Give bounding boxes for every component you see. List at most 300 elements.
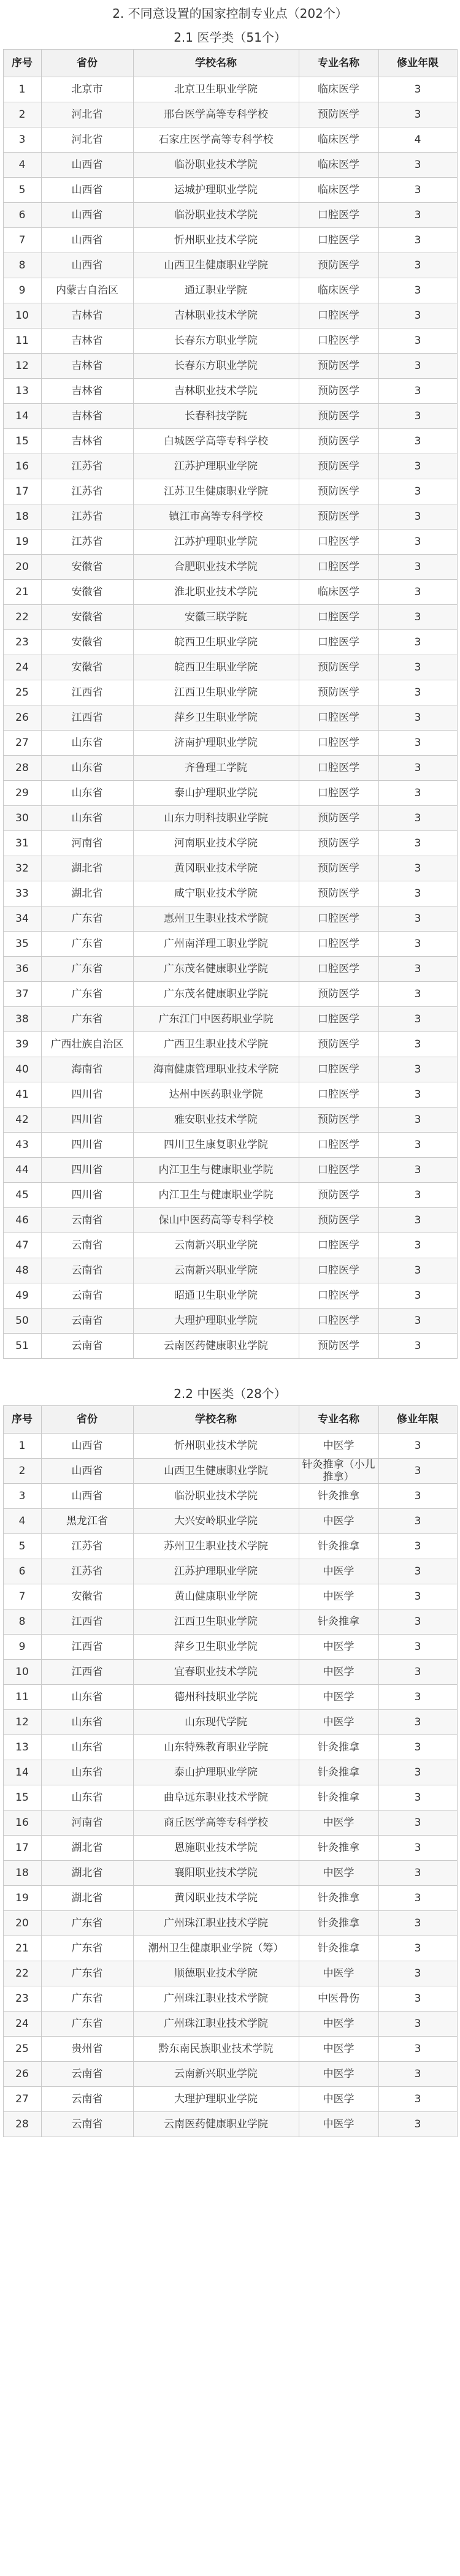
cell-school: 云南新兴职业学院 [133, 1258, 299, 1283]
cell-years: 3 [378, 278, 457, 303]
cell-province: 河南省 [41, 831, 133, 856]
cell-major: 预防医学 [299, 831, 378, 856]
table-row [3, 1710, 457, 1735]
cell-school: 海南健康管理职业技术学院 [133, 1057, 299, 1082]
table-row [3, 303, 457, 329]
cell-major: 针灸推拿 [299, 1785, 378, 1810]
table-row [3, 1258, 457, 1283]
cell-years: 3 [378, 932, 457, 957]
cell-major: 针灸推拿 [299, 1534, 378, 1559]
header-index: 序号 [3, 1406, 41, 1434]
cell-major: 中医骨伤 [299, 1986, 378, 2012]
cell-province: 江苏省 [41, 530, 133, 555]
table-row [3, 2087, 457, 2112]
cell-years: 3 [378, 354, 457, 379]
medicine-table [3, 49, 458, 1359]
cell-school: 长春科技学院 [133, 404, 299, 429]
cell-index: 8 [3, 253, 41, 278]
cell-province: 吉林省 [41, 429, 133, 454]
cell-school: 江西卫生职业学院 [133, 680, 299, 705]
cell-school: 江苏护理职业学院 [133, 530, 299, 555]
cell-province: 贵州省 [41, 2037, 133, 2062]
cell-major: 口腔医学 [299, 705, 378, 731]
cell-province: 山东省 [41, 1685, 133, 1710]
cell-province: 内蒙古自治区 [41, 278, 133, 303]
cell-index: 24 [3, 655, 41, 680]
cell-school: 泰山护理职业学院 [133, 781, 299, 806]
cell-school: 广东茂名健康职业学院 [133, 982, 299, 1007]
cell-province: 山东省 [41, 781, 133, 806]
table-row [3, 1534, 457, 1559]
cell-major: 口腔医学 [299, 1258, 378, 1283]
cell-years: 3 [378, 1434, 457, 1459]
cell-index: 48 [3, 1258, 41, 1283]
cell-index: 19 [3, 1886, 41, 1911]
table-row [3, 1459, 457, 1484]
cell-years: 3 [378, 705, 457, 731]
cell-index: 18 [3, 504, 41, 530]
cell-major: 中医学 [299, 2037, 378, 2062]
cell-years: 3 [378, 756, 457, 781]
cell-major: 口腔医学 [299, 228, 378, 253]
cell-school: 临汾职业技术学院 [133, 203, 299, 228]
table-row [3, 1810, 457, 1836]
cell-school: 襄阳职业技术学院 [133, 1861, 299, 1886]
cell-index: 47 [3, 1233, 41, 1258]
cell-major: 口腔医学 [299, 1082, 378, 1108]
cell-major: 预防医学 [299, 102, 378, 127]
cell-index: 37 [3, 982, 41, 1007]
cell-province: 广东省 [41, 1007, 133, 1032]
table-row [3, 1635, 457, 1660]
cell-school: 淮北职业技术学院 [133, 580, 299, 605]
table-row [3, 329, 457, 354]
cell-index: 44 [3, 1158, 41, 1183]
cell-major: 口腔医学 [299, 957, 378, 982]
table-row [3, 1861, 457, 1886]
cell-school: 北京卫生职业学院 [133, 77, 299, 102]
cell-index: 11 [3, 1685, 41, 1710]
cell-province: 河北省 [41, 127, 133, 153]
cell-index: 42 [3, 1108, 41, 1133]
cell-province: 湖北省 [41, 1861, 133, 1886]
cell-years: 3 [378, 203, 457, 228]
cell-school: 白城医学高等专科学校 [133, 429, 299, 454]
table-row [3, 906, 457, 932]
cell-school: 临汾职业技术学院 [133, 1484, 299, 1509]
cell-province: 江苏省 [41, 1534, 133, 1559]
cell-major: 预防医学 [299, 1208, 378, 1233]
cell-province: 山西省 [41, 1459, 133, 1484]
cell-years: 3 [378, 479, 457, 504]
cell-major: 针灸推拿 [299, 1760, 378, 1785]
cell-index: 23 [3, 630, 41, 655]
cell-years: 3 [378, 1534, 457, 1559]
cell-years: 3 [378, 1810, 457, 1836]
cell-school: 山东现代学院 [133, 1710, 299, 1735]
table-row [3, 253, 457, 278]
cell-province: 山西省 [41, 203, 133, 228]
cell-school: 镇江市高等专科学校 [133, 504, 299, 530]
cell-school: 保山中医药高等专科学校 [133, 1208, 299, 1233]
cell-major: 针灸推拿 [299, 1836, 378, 1861]
cell-school: 黄冈职业技术学院 [133, 1886, 299, 1911]
cell-school: 商丘医学高等专科学校 [133, 1810, 299, 1836]
cell-major: 中医学 [299, 2112, 378, 2137]
cell-years: 3 [378, 1760, 457, 1785]
table-row [3, 1133, 457, 1158]
cell-index: 7 [3, 228, 41, 253]
cell-major: 预防医学 [299, 404, 378, 429]
cell-school: 长春东方职业学院 [133, 329, 299, 354]
cell-major: 预防医学 [299, 680, 378, 705]
table-row [3, 1986, 457, 2012]
table-row [3, 806, 457, 831]
cell-province: 云南省 [41, 2087, 133, 2112]
cell-index: 17 [3, 1836, 41, 1861]
cell-years: 3 [378, 982, 457, 1007]
cell-major: 口腔医学 [299, 756, 378, 781]
table-row [3, 1057, 457, 1082]
table-row [3, 1108, 457, 1133]
table-row [3, 705, 457, 731]
cell-province: 江西省 [41, 1635, 133, 1660]
cell-major: 口腔医学 [299, 731, 378, 756]
cell-major: 口腔医学 [299, 781, 378, 806]
cell-school: 合肥职业技术学院 [133, 555, 299, 580]
table-row [3, 1082, 457, 1108]
cell-school: 济南护理职业学院 [133, 731, 299, 756]
cell-province: 云南省 [41, 1334, 133, 1359]
cell-index: 13 [3, 379, 41, 404]
cell-province: 四川省 [41, 1158, 133, 1183]
cell-school: 江西卫生职业学院 [133, 1609, 299, 1635]
cell-years: 3 [378, 454, 457, 479]
cell-school: 广州珠江职业技术学院 [133, 2012, 299, 2037]
cell-province: 安徽省 [41, 1584, 133, 1609]
cell-school: 咸宁职业技术学院 [133, 881, 299, 906]
cell-major: 针灸推拿 [299, 1911, 378, 1936]
cell-major: 临床医学 [299, 580, 378, 605]
cell-province: 河北省 [41, 102, 133, 127]
cell-years: 3 [378, 1459, 457, 1484]
cell-years: 3 [378, 429, 457, 454]
cell-index: 36 [3, 957, 41, 982]
cell-years: 3 [378, 504, 457, 530]
cell-province: 湖北省 [41, 881, 133, 906]
cell-years: 3 [378, 1309, 457, 1334]
medicine-table-body [3, 77, 457, 1359]
table-row [3, 77, 457, 102]
cell-years: 3 [378, 2112, 457, 2137]
cell-major: 中医学 [299, 2087, 378, 2112]
cell-major: 中医学 [299, 1509, 378, 1534]
table-header-row [3, 1406, 457, 1434]
cell-years: 3 [378, 329, 457, 354]
cell-index: 24 [3, 2012, 41, 2037]
cell-school: 山西卫生健康职业学院 [133, 253, 299, 278]
cell-index: 26 [3, 705, 41, 731]
cell-province: 吉林省 [41, 379, 133, 404]
cell-school: 广东江门中医药职业学院 [133, 1007, 299, 1032]
cell-index: 40 [3, 1057, 41, 1082]
cell-province: 山西省 [41, 178, 133, 203]
cell-index: 9 [3, 1635, 41, 1660]
cell-major: 口腔医学 [299, 555, 378, 580]
cell-school: 忻州职业技术学院 [133, 1434, 299, 1459]
cell-years: 3 [378, 605, 457, 630]
cell-years: 3 [378, 1334, 457, 1359]
cell-major: 临床医学 [299, 178, 378, 203]
cell-years: 3 [378, 781, 457, 806]
cell-school: 萍乡卫生职业学院 [133, 1635, 299, 1660]
cell-province: 江西省 [41, 1660, 133, 1685]
cell-index: 33 [3, 881, 41, 906]
cell-school: 广州珠江职业技术学院 [133, 1911, 299, 1936]
table-row [3, 429, 457, 454]
cell-province: 广东省 [41, 1936, 133, 1961]
cell-years: 3 [378, 655, 457, 680]
table-row [3, 102, 457, 127]
cell-province: 广东省 [41, 906, 133, 932]
cell-major: 中医学 [299, 1584, 378, 1609]
cell-major: 预防医学 [299, 982, 378, 1007]
cell-years: 3 [378, 680, 457, 705]
cell-years: 3 [378, 881, 457, 906]
cell-years: 3 [378, 1660, 457, 1685]
table-row [3, 354, 457, 379]
cell-school: 大理护理职业学院 [133, 1309, 299, 1334]
table-row [3, 957, 457, 982]
table-row [3, 555, 457, 580]
table-row [3, 1158, 457, 1183]
cell-school: 广东茂名健康职业学院 [133, 957, 299, 982]
cell-major: 中医学 [299, 1685, 378, 1710]
cell-years: 3 [378, 1108, 457, 1133]
tcm-table-body [3, 1434, 457, 2137]
table-row [3, 1760, 457, 1785]
header-major: 专业名称 [299, 1406, 378, 1434]
cell-years: 3 [378, 856, 457, 881]
cell-major: 口腔医学 [299, 1133, 378, 1158]
cell-years: 3 [378, 228, 457, 253]
table-row [3, 1559, 457, 1584]
table-row [3, 1609, 457, 1635]
cell-province: 广东省 [41, 2012, 133, 2037]
table-row [3, 1886, 457, 1911]
cell-major: 口腔医学 [299, 1057, 378, 1082]
cell-index: 14 [3, 1760, 41, 1785]
cell-years: 3 [378, 1936, 457, 1961]
cell-years: 3 [378, 1133, 457, 1158]
cell-province: 江苏省 [41, 1559, 133, 1584]
cell-province: 江苏省 [41, 454, 133, 479]
cell-major: 临床医学 [299, 153, 378, 178]
cell-school: 惠州卫生职业技术学院 [133, 906, 299, 932]
cell-province: 吉林省 [41, 404, 133, 429]
cell-index: 20 [3, 555, 41, 580]
table-row [3, 982, 457, 1007]
table-row [3, 1032, 457, 1057]
cell-index: 15 [3, 429, 41, 454]
cell-province: 云南省 [41, 1283, 133, 1309]
header-years: 修业年限 [378, 1406, 457, 1434]
cell-province: 山东省 [41, 1785, 133, 1810]
cell-years: 3 [378, 1584, 457, 1609]
cell-school: 山东力明科技职业学院 [133, 806, 299, 831]
cell-index: 29 [3, 781, 41, 806]
cell-major: 口腔医学 [299, 530, 378, 555]
cell-school: 广州南洋理工职业学院 [133, 932, 299, 957]
cell-years: 3 [378, 1836, 457, 1861]
table-row [3, 2037, 457, 2062]
page-title: 2. 不同意设置的国家控制专业点（202个） [112, 6, 348, 21]
cell-province: 四川省 [41, 1133, 133, 1158]
cell-province: 安徽省 [41, 605, 133, 630]
cell-index: 25 [3, 680, 41, 705]
cell-years: 3 [378, 1861, 457, 1886]
header-province: 省份 [41, 50, 133, 77]
table-row [3, 153, 457, 178]
cell-province: 山东省 [41, 1710, 133, 1735]
cell-school: 黔东南民族职业技术学院 [133, 2037, 299, 2062]
table-row [3, 1509, 457, 1534]
cell-index: 19 [3, 530, 41, 555]
table-row [3, 178, 457, 203]
table-row [3, 731, 457, 756]
cell-major: 预防医学 [299, 1032, 378, 1057]
cell-years: 4 [378, 127, 457, 153]
cell-index: 10 [3, 1660, 41, 1685]
cell-major: 针灸推拿 [299, 1936, 378, 1961]
cell-index: 22 [3, 605, 41, 630]
cell-province: 广东省 [41, 932, 133, 957]
cell-index: 5 [3, 178, 41, 203]
cell-province: 黑龙江省 [41, 1509, 133, 1534]
cell-province: 广东省 [41, 1911, 133, 1936]
section-title-tcm: 2.2 中医类（28个） [174, 1386, 286, 1401]
cell-years: 3 [378, 906, 457, 932]
cell-province: 广东省 [41, 1961, 133, 1986]
cell-major: 口腔医学 [299, 932, 378, 957]
table-row [3, 932, 457, 957]
cell-index: 26 [3, 2062, 41, 2087]
cell-index: 3 [3, 1484, 41, 1509]
cell-years: 3 [378, 957, 457, 982]
cell-school: 吉林职业技术学院 [133, 379, 299, 404]
table-row [3, 756, 457, 781]
cell-major: 中医学 [299, 2012, 378, 2037]
table-row [3, 1685, 457, 1710]
cell-index: 4 [3, 1509, 41, 1534]
cell-major: 预防医学 [299, 881, 378, 906]
cell-province: 广东省 [41, 1986, 133, 2012]
cell-major: 针灸推拿 [299, 1609, 378, 1635]
table-row [3, 1936, 457, 1961]
cell-school: 忻州职业技术学院 [133, 228, 299, 253]
cell-school: 昭通卫生职业学院 [133, 1283, 299, 1309]
cell-index: 3 [3, 127, 41, 153]
cell-major: 预防医学 [299, 806, 378, 831]
cell-major: 口腔医学 [299, 1283, 378, 1309]
cell-school: 江苏护理职业学院 [133, 1559, 299, 1584]
cell-years: 3 [378, 1007, 457, 1032]
table-row [3, 504, 457, 530]
cell-school: 曲阜远东职业技术学院 [133, 1785, 299, 1810]
cell-major: 中医学 [299, 2062, 378, 2087]
table-row [3, 1911, 457, 1936]
cell-years: 3 [378, 1785, 457, 1810]
table-row [3, 479, 457, 504]
cell-major: 口腔医学 [299, 630, 378, 655]
cell-major: 预防医学 [299, 504, 378, 530]
cell-index: 21 [3, 1936, 41, 1961]
cell-school: 临汾职业技术学院 [133, 153, 299, 178]
cell-school: 长春东方职业学院 [133, 354, 299, 379]
cell-school: 云南医药健康职业学院 [133, 2112, 299, 2137]
cell-index: 34 [3, 906, 41, 932]
table-row [3, 1785, 457, 1810]
cell-province: 安徽省 [41, 580, 133, 605]
cell-index: 7 [3, 1584, 41, 1609]
cell-index: 45 [3, 1183, 41, 1208]
cell-province: 江西省 [41, 705, 133, 731]
cell-index: 21 [3, 580, 41, 605]
header-years: 修业年限 [378, 50, 457, 77]
cell-index: 50 [3, 1309, 41, 1334]
cell-major: 中医学 [299, 1710, 378, 1735]
table-row [3, 1309, 457, 1334]
cell-school: 潮州卫生健康职业学院（筹） [133, 1936, 299, 1961]
cell-school: 皖西卫生职业学院 [133, 630, 299, 655]
cell-years: 3 [378, 1609, 457, 1635]
table-row [3, 1584, 457, 1609]
cell-index: 30 [3, 806, 41, 831]
cell-school: 山东特殊教育职业学院 [133, 1735, 299, 1760]
cell-index: 14 [3, 404, 41, 429]
cell-index: 10 [3, 303, 41, 329]
cell-major: 口腔医学 [299, 1233, 378, 1258]
table-row [3, 2012, 457, 2037]
cell-index: 27 [3, 731, 41, 756]
table-row [3, 1183, 457, 1208]
cell-major: 中医学 [299, 1861, 378, 1886]
cell-index: 31 [3, 831, 41, 856]
cell-province: 四川省 [41, 1108, 133, 1133]
cell-index: 38 [3, 1007, 41, 1032]
cell-years: 3 [378, 1484, 457, 1509]
cell-years: 3 [378, 1283, 457, 1309]
cell-index: 18 [3, 1861, 41, 1886]
cell-index: 6 [3, 203, 41, 228]
cell-index: 12 [3, 1710, 41, 1735]
cell-province: 山西省 [41, 228, 133, 253]
cell-years: 3 [378, 1685, 457, 1710]
cell-major: 中医学 [299, 1434, 378, 1459]
cell-index: 46 [3, 1208, 41, 1233]
page [0, 1, 460, 2137]
cell-school: 达州中医药职业学院 [133, 1082, 299, 1108]
cell-school: 石家庄医学高等专科学校 [133, 127, 299, 153]
cell-years: 3 [378, 1509, 457, 1534]
table-row [3, 530, 457, 555]
cell-province: 江西省 [41, 1609, 133, 1635]
cell-years: 3 [378, 1961, 457, 1986]
cell-school: 云南医药健康职业学院 [133, 1334, 299, 1359]
cell-major: 预防医学 [299, 1183, 378, 1208]
cell-years: 3 [378, 2062, 457, 2087]
cell-school: 安徽三联学院 [133, 605, 299, 630]
